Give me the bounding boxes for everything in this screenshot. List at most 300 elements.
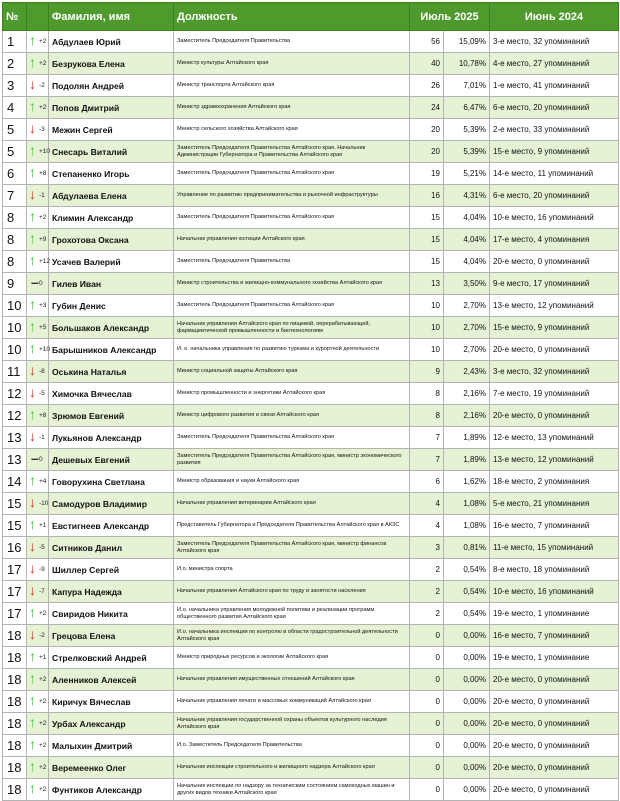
rank-cell: 4 bbox=[3, 97, 27, 119]
arrow-up-icon: ↑ bbox=[29, 736, 36, 752]
change-cell bbox=[27, 295, 49, 317]
arrow-up-icon: ↑ bbox=[29, 670, 36, 686]
name-cell: Грецова Елена bbox=[49, 625, 174, 647]
arrow-up-icon: ↑ bbox=[29, 780, 36, 796]
rank-cell: 18 bbox=[3, 713, 27, 735]
change-cell bbox=[27, 141, 49, 163]
position-cell: Управление по развитию предпринимательства и рыночной инфраструктуры bbox=[174, 185, 410, 207]
percent-cell: 5,21% bbox=[444, 163, 490, 185]
table-row bbox=[3, 361, 619, 383]
arrow-up-icon: ↑ bbox=[29, 252, 36, 268]
rank-cell: 8 bbox=[3, 251, 27, 273]
percent-cell: 0,00% bbox=[444, 625, 490, 647]
position-cell: Заместитель Председателя Правительства bbox=[174, 31, 410, 53]
percent-cell: 0,00% bbox=[444, 669, 490, 691]
change-cell bbox=[27, 471, 49, 493]
position-cell: Начальник управления ветеринарии Алтайского края bbox=[174, 493, 410, 515]
change-cell bbox=[27, 691, 49, 713]
june-cell: 19-е место, 1 упоминание bbox=[490, 603, 619, 625]
june-cell: 20-е место, 0 упоминаний bbox=[490, 735, 619, 757]
change-value: 0 bbox=[39, 456, 43, 463]
rank-cell: 17 bbox=[3, 603, 27, 625]
change-cell bbox=[27, 647, 49, 669]
change-cell bbox=[27, 53, 49, 75]
june-cell: 4-е место, 27 упоминаний bbox=[490, 53, 619, 75]
change-cell bbox=[27, 163, 49, 185]
count-cell: 10 bbox=[410, 339, 444, 361]
count-cell: 9 bbox=[410, 361, 444, 383]
count-cell: 0 bbox=[410, 779, 444, 801]
table-row bbox=[3, 141, 619, 163]
name-cell: Дешевых Евгений bbox=[49, 449, 174, 471]
arrow-up-icon: ↑ bbox=[29, 164, 36, 180]
percent-cell: 0,00% bbox=[444, 691, 490, 713]
percent-cell: 6,47% bbox=[444, 97, 490, 119]
name-cell: Абдулаева Елена bbox=[49, 185, 174, 207]
change-cell bbox=[27, 207, 49, 229]
rank-cell: 10 bbox=[3, 317, 27, 339]
arrow-up-icon: ↑ bbox=[29, 98, 36, 114]
count-cell: 0 bbox=[410, 625, 444, 647]
table-row bbox=[3, 251, 619, 273]
percent-cell: 0,81% bbox=[444, 537, 490, 559]
position-cell: Начальник инспекции строительного и жилищного надзора Алтайского края bbox=[174, 757, 410, 779]
change-value: +8 bbox=[39, 412, 47, 419]
table-row bbox=[3, 559, 619, 581]
header-june: Июнь 2024 bbox=[490, 3, 619, 31]
table-row bbox=[3, 735, 619, 757]
table-row bbox=[3, 383, 619, 405]
position-cell: Заместитель Председателя Правительства Алтайского края bbox=[174, 295, 410, 317]
name-cell: Губин Денис bbox=[49, 295, 174, 317]
change-cell bbox=[27, 625, 49, 647]
position-cell: Заместитель Председателя Правительства Алтайского края, министр экономического развития bbox=[174, 449, 410, 471]
arrow-up-icon: ↑ bbox=[29, 318, 36, 334]
change-value: +2 bbox=[39, 720, 47, 727]
june-cell: 12-е место, 13 упоминаний bbox=[490, 427, 619, 449]
june-cell: 18-е место, 2 упоминания bbox=[490, 471, 619, 493]
count-cell: 4 bbox=[410, 493, 444, 515]
table-row bbox=[3, 339, 619, 361]
name-cell: Стрелковский Андрей bbox=[49, 647, 174, 669]
arrow-up-icon: ↑ bbox=[29, 32, 36, 48]
percent-cell: 4,04% bbox=[444, 207, 490, 229]
rank-cell: 5 bbox=[3, 119, 27, 141]
change-value: +2 bbox=[39, 764, 47, 771]
arrow-up-icon: ↑ bbox=[29, 406, 36, 422]
position-cell: Заместитель Председателя Правительства Алтайского края bbox=[174, 207, 410, 229]
table-row bbox=[3, 779, 619, 801]
change-value: +9 bbox=[39, 236, 47, 243]
change-value: +2 bbox=[39, 786, 47, 793]
percent-cell: 5,39% bbox=[444, 141, 490, 163]
position-cell: Министр социальной защиты Алтайского края bbox=[174, 361, 410, 383]
percent-cell: 2,70% bbox=[444, 295, 490, 317]
count-cell: 20 bbox=[410, 141, 444, 163]
percent-cell: 0,54% bbox=[444, 603, 490, 625]
rank-cell: 14 bbox=[3, 471, 27, 493]
change-cell bbox=[27, 581, 49, 603]
change-cell bbox=[27, 273, 49, 295]
june-cell: 20-е место, 0 упоминаний bbox=[490, 405, 619, 427]
change-value: +2 bbox=[39, 104, 47, 111]
rank-cell: 5 bbox=[3, 141, 27, 163]
position-cell: Министр культуры Алтайского края bbox=[174, 53, 410, 75]
change-value: +4 bbox=[39, 478, 47, 485]
june-cell: 15-е место, 9 упоминаний bbox=[490, 141, 619, 163]
name-cell: Снесарь Виталий bbox=[49, 141, 174, 163]
change-cell bbox=[27, 779, 49, 801]
june-cell: 1-е место, 41 упоминаний bbox=[490, 75, 619, 97]
rank-cell: 6 bbox=[3, 163, 27, 185]
rank-cell: 18 bbox=[3, 647, 27, 669]
percent-cell: 0,00% bbox=[444, 735, 490, 757]
change-value: 0 bbox=[39, 280, 43, 287]
june-cell: 20-е место, 0 упоминаний bbox=[490, 669, 619, 691]
june-cell: 20-е место, 0 упоминаний bbox=[490, 339, 619, 361]
position-cell: И.о. начальника управления молодежной политики и реализации программ общественного развития Алтайского края bbox=[174, 603, 410, 625]
rank-cell: 12 bbox=[3, 405, 27, 427]
table-row bbox=[3, 713, 619, 735]
change-cell bbox=[27, 559, 49, 581]
name-cell: Грохотова Оксана bbox=[49, 229, 174, 251]
change-cell bbox=[27, 383, 49, 405]
percent-cell: 2,16% bbox=[444, 383, 490, 405]
change-cell bbox=[27, 97, 49, 119]
table-row bbox=[3, 669, 619, 691]
change-value: +2 bbox=[39, 214, 47, 221]
arrow-down-icon: ↓ bbox=[29, 626, 36, 642]
name-cell: Самодуров Владимир bbox=[49, 493, 174, 515]
percent-cell: 5,39% bbox=[444, 119, 490, 141]
count-cell: 26 bbox=[410, 75, 444, 97]
change-value: +2 bbox=[39, 60, 47, 67]
percent-cell: 1,08% bbox=[444, 493, 490, 515]
percent-cell: 1,89% bbox=[444, 449, 490, 471]
rank-cell: 13 bbox=[3, 427, 27, 449]
arrow-down-icon: ↓ bbox=[29, 582, 36, 598]
change-cell bbox=[27, 735, 49, 757]
june-cell: 13-е место, 12 упоминаний bbox=[490, 295, 619, 317]
change-cell bbox=[27, 603, 49, 625]
table-row bbox=[3, 471, 619, 493]
count-cell: 13 bbox=[410, 273, 444, 295]
arrow-up-icon: ↑ bbox=[29, 648, 36, 664]
arrow-up-icon: ↑ bbox=[29, 758, 36, 774]
count-cell: 19 bbox=[410, 163, 444, 185]
change-value: +10 bbox=[39, 346, 51, 353]
position-cell: Министр транспорта Алтайского края bbox=[174, 75, 410, 97]
june-cell: 10-е место, 16 упоминаний bbox=[490, 581, 619, 603]
rank-cell: 3 bbox=[3, 75, 27, 97]
table-row bbox=[3, 31, 619, 53]
arrow-down-icon: ↓ bbox=[29, 538, 36, 554]
june-cell: 13-е место, 12 упоминаний bbox=[490, 449, 619, 471]
arrow-up-icon: ↑ bbox=[29, 296, 36, 312]
arrow-up-icon: ↑ bbox=[29, 208, 36, 224]
june-cell: 16-е место, 7 упоминаний bbox=[490, 625, 619, 647]
position-cell: Заместитель Председателя Правительства Алтайского края, Начальник Администрации Губернатора и Правительства Алтайского края bbox=[174, 141, 410, 163]
june-cell: 3-е место, 32 упоминаний bbox=[490, 31, 619, 53]
percent-cell: 4,31% bbox=[444, 185, 490, 207]
name-cell: Зрюмов Евгений bbox=[49, 405, 174, 427]
change-value: +8 bbox=[39, 170, 47, 177]
june-cell: 20-е место, 0 упоминаний bbox=[490, 691, 619, 713]
count-cell: 0 bbox=[410, 691, 444, 713]
count-cell: 8 bbox=[410, 405, 444, 427]
change-cell bbox=[27, 339, 49, 361]
change-cell bbox=[27, 427, 49, 449]
name-cell: Климин Александр bbox=[49, 207, 174, 229]
change-value: +2 bbox=[39, 610, 47, 617]
rank-cell: 17 bbox=[3, 581, 27, 603]
percent-cell: 0,00% bbox=[444, 779, 490, 801]
arrow-up-icon: ↑ bbox=[29, 516, 36, 532]
percent-cell: 2,70% bbox=[444, 339, 490, 361]
percent-cell: 2,43% bbox=[444, 361, 490, 383]
change-value: -1 bbox=[39, 192, 45, 199]
table-row bbox=[3, 757, 619, 779]
count-cell: 56 bbox=[410, 31, 444, 53]
rank-cell: 16 bbox=[3, 537, 27, 559]
name-cell: Фунтиков Александр bbox=[49, 779, 174, 801]
arrow-down-icon: ↓ bbox=[29, 362, 36, 378]
june-cell: 20-е место, 0 упоминаний bbox=[490, 757, 619, 779]
change-value: -8 bbox=[39, 368, 45, 375]
rank-cell: 18 bbox=[3, 779, 27, 801]
table-row bbox=[3, 97, 619, 119]
table-row bbox=[3, 53, 619, 75]
percent-cell: 3,50% bbox=[444, 273, 490, 295]
name-cell: Подолян Андрей bbox=[49, 75, 174, 97]
name-cell: Ситников Данил bbox=[49, 537, 174, 559]
percent-cell: 4,04% bbox=[444, 251, 490, 273]
count-cell: 7 bbox=[410, 427, 444, 449]
rank-cell: 15 bbox=[3, 515, 27, 537]
table-row bbox=[3, 603, 619, 625]
table-row bbox=[3, 427, 619, 449]
position-cell: Представитель Губернатора и Председателя Правительства Алтайского края в АКЗС bbox=[174, 515, 410, 537]
june-cell: 2-е место, 33 упоминаний bbox=[490, 119, 619, 141]
header-change bbox=[27, 3, 49, 31]
percent-cell: 0,00% bbox=[444, 647, 490, 669]
position-cell: Заместитель Председателя Правительства bbox=[174, 251, 410, 273]
change-cell bbox=[27, 757, 49, 779]
change-cell bbox=[27, 75, 49, 97]
change-cell bbox=[27, 537, 49, 559]
count-cell: 0 bbox=[410, 757, 444, 779]
name-cell: Гилев Иван bbox=[49, 273, 174, 295]
table-row bbox=[3, 273, 619, 295]
table-row bbox=[3, 625, 619, 647]
arrow-down-icon: ↓ bbox=[29, 120, 36, 136]
rank-cell: 7 bbox=[3, 185, 27, 207]
count-cell: 2 bbox=[410, 603, 444, 625]
rank-cell: 18 bbox=[3, 691, 27, 713]
table-row bbox=[3, 449, 619, 471]
percent-cell: 2,70% bbox=[444, 317, 490, 339]
change-value: -2 bbox=[39, 632, 45, 639]
table-row bbox=[3, 537, 619, 559]
position-cell: Начальник управления государственной охраны объектов культурного наследия Алтайского края bbox=[174, 713, 410, 735]
june-cell: 6-е место, 20 упоминаний bbox=[490, 97, 619, 119]
rank-cell: 12 bbox=[3, 383, 27, 405]
table-row bbox=[3, 163, 619, 185]
table-row bbox=[3, 493, 619, 515]
change-cell bbox=[27, 515, 49, 537]
table-row bbox=[3, 405, 619, 427]
count-cell: 0 bbox=[410, 647, 444, 669]
percent-cell: 15,09% bbox=[444, 31, 490, 53]
name-cell: Шиллер Сергей bbox=[49, 559, 174, 581]
count-cell: 2 bbox=[410, 559, 444, 581]
count-cell: 15 bbox=[410, 251, 444, 273]
arrow-down-icon: ↓ bbox=[29, 560, 36, 576]
arrow-up-icon: ↑ bbox=[29, 340, 36, 356]
change-cell bbox=[27, 229, 49, 251]
name-cell: Евстигнеев Александр bbox=[49, 515, 174, 537]
count-cell: 20 bbox=[410, 119, 444, 141]
change-value: -10 bbox=[39, 500, 49, 507]
change-value: -7 bbox=[39, 588, 45, 595]
table-row bbox=[3, 119, 619, 141]
name-cell: Лукьянов Александр bbox=[49, 427, 174, 449]
position-cell: Заместитель Председателя Правительства Алтайского края, министр финансов Алтайского края bbox=[174, 537, 410, 559]
rank-cell: 17 bbox=[3, 559, 27, 581]
rank-cell: 10 bbox=[3, 339, 27, 361]
percent-cell: 1,62% bbox=[444, 471, 490, 493]
june-cell: 8-е место, 18 упоминаний bbox=[490, 559, 619, 581]
arrow-up-icon: ↑ bbox=[29, 692, 36, 708]
position-cell: Заместитель Председателя Правительства Алтайского края bbox=[174, 163, 410, 185]
change-cell bbox=[27, 449, 49, 471]
name-cell: Говорухина Светлана bbox=[49, 471, 174, 493]
position-cell: И. о. начальника управления по развитию туризма и курортной деятельности bbox=[174, 339, 410, 361]
june-cell: 16-е место, 7 упоминаний bbox=[490, 515, 619, 537]
change-value: -3 bbox=[39, 126, 45, 133]
name-cell: Оськина Наталья bbox=[49, 361, 174, 383]
change-cell bbox=[27, 31, 49, 53]
arrow-down-icon: ↓ bbox=[29, 76, 36, 92]
position-cell: Начальник инспекции по надзору за техническим состоянием самоходных машин и других видов техники Алтайского края bbox=[174, 779, 410, 801]
header-row bbox=[3, 3, 619, 31]
rank-cell: 10 bbox=[3, 295, 27, 317]
percent-cell: 0,54% bbox=[444, 559, 490, 581]
june-cell: 15-е место, 9 упоминаний bbox=[490, 317, 619, 339]
table-row bbox=[3, 647, 619, 669]
position-cell: Министр цифрового развития и связи Алтайского края bbox=[174, 405, 410, 427]
position-cell: Министр здравоохранения Алтайского края bbox=[174, 97, 410, 119]
june-cell: 3-е место, 32 упоминаний bbox=[490, 361, 619, 383]
count-cell: 8 bbox=[410, 383, 444, 405]
position-cell: Начальник управления печати и массовых коммуникаций Алтайского края bbox=[174, 691, 410, 713]
change-cell bbox=[27, 713, 49, 735]
change-cell bbox=[27, 493, 49, 515]
position-cell: Заместитель Председателя Правительства Алтайского края bbox=[174, 427, 410, 449]
change-value: +2 bbox=[39, 698, 47, 705]
change-value: +12 bbox=[39, 258, 51, 265]
june-cell: 20-е место, 0 упоминаний bbox=[490, 251, 619, 273]
name-cell: Барышников Александр bbox=[49, 339, 174, 361]
change-value: -2 bbox=[39, 82, 45, 89]
name-cell: Киричук Вячеслав bbox=[49, 691, 174, 713]
name-cell: Степаненко Игорь bbox=[49, 163, 174, 185]
arrow-down-icon: ↓ bbox=[29, 186, 36, 202]
change-value: +2 bbox=[39, 742, 47, 749]
june-cell: 10-е место, 16 упоминаний bbox=[490, 207, 619, 229]
arrow-up-icon: ↑ bbox=[29, 604, 36, 620]
name-cell: Межин Сергей bbox=[49, 119, 174, 141]
dash-icon: – bbox=[31, 274, 39, 290]
change-value: +3 bbox=[39, 302, 47, 309]
june-cell: 20-е место, 0 упоминаний bbox=[490, 713, 619, 735]
name-cell: Капура Надежда bbox=[49, 581, 174, 603]
rank-cell: 1 bbox=[3, 31, 27, 53]
percent-cell: 1,89% bbox=[444, 427, 490, 449]
june-cell: 14-е место, 11 упоминаний bbox=[490, 163, 619, 185]
header-name: Фамилия, имя bbox=[49, 3, 174, 31]
june-cell: 5-е место, 21 упоминания bbox=[490, 493, 619, 515]
arrow-down-icon: ↓ bbox=[29, 428, 36, 444]
change-value: -5 bbox=[39, 390, 45, 397]
change-value: +1 bbox=[39, 654, 47, 661]
count-cell: 15 bbox=[410, 207, 444, 229]
rank-cell: 18 bbox=[3, 625, 27, 647]
position-cell: Министр строительства и жилищно-коммунального хозяйства Алтайского края bbox=[174, 273, 410, 295]
rank-cell: 15 bbox=[3, 493, 27, 515]
change-cell bbox=[27, 185, 49, 207]
count-cell: 0 bbox=[410, 713, 444, 735]
rank-cell: 8 bbox=[3, 229, 27, 251]
percent-cell: 4,04% bbox=[444, 229, 490, 251]
change-cell bbox=[27, 361, 49, 383]
table-row bbox=[3, 691, 619, 713]
arrow-up-icon: ↑ bbox=[29, 714, 36, 730]
name-cell: Химочка Вячеслав bbox=[49, 383, 174, 405]
percent-cell: 0,54% bbox=[444, 581, 490, 603]
name-cell: Попов Дмитрий bbox=[49, 97, 174, 119]
ranking-table bbox=[2, 2, 619, 801]
position-cell: Министр промышленности и энергетики Алтайского края bbox=[174, 383, 410, 405]
change-value: -5 bbox=[39, 544, 45, 551]
position-cell: Начальник управления имущественных отношений Алтайского края bbox=[174, 669, 410, 691]
count-cell: 24 bbox=[410, 97, 444, 119]
name-cell: Аленников Алексей bbox=[49, 669, 174, 691]
rank-cell: 18 bbox=[3, 735, 27, 757]
change-cell bbox=[27, 119, 49, 141]
rank-cell: 2 bbox=[3, 53, 27, 75]
position-cell: И.о. Заместитель Председателя Правительства bbox=[174, 735, 410, 757]
change-cell bbox=[27, 251, 49, 273]
position-cell: Министр образования и науки Алтайского края bbox=[174, 471, 410, 493]
percent-cell: 0,00% bbox=[444, 757, 490, 779]
rank-cell: 18 bbox=[3, 757, 27, 779]
june-cell: 11-е место, 15 упоминаний bbox=[490, 537, 619, 559]
table-row bbox=[3, 185, 619, 207]
change-value: -1 bbox=[39, 434, 45, 441]
table-row bbox=[3, 581, 619, 603]
table-row bbox=[3, 207, 619, 229]
name-cell: Большаков Александр bbox=[49, 317, 174, 339]
rank-cell: 11 bbox=[3, 361, 27, 383]
name-cell: Безрукова Елена bbox=[49, 53, 174, 75]
arrow-up-icon: ↑ bbox=[29, 230, 36, 246]
count-cell: 40 bbox=[410, 53, 444, 75]
june-cell: 19-е место, 1 упоминание bbox=[490, 647, 619, 669]
position-cell: Начальник управления юстиции Алтайского края bbox=[174, 229, 410, 251]
count-cell: 4 bbox=[410, 515, 444, 537]
count-cell: 10 bbox=[410, 295, 444, 317]
